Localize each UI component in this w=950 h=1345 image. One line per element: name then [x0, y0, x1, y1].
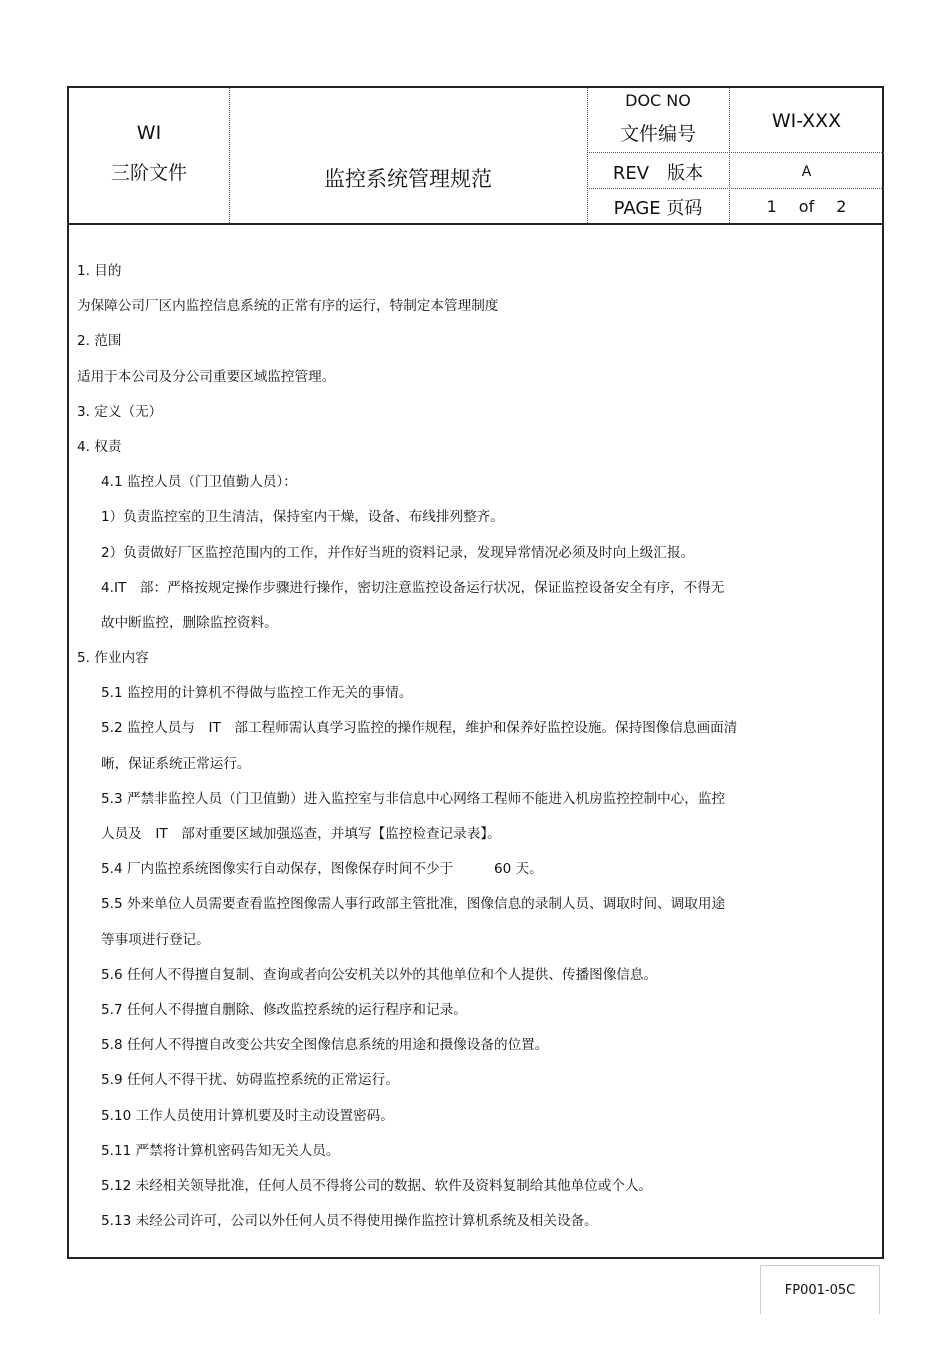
- list-item: 5.3 严禁非监控人员（门卫值勤）进入监控室与非信息中心网络工程师不能进入机房监控控制中心，监控: [101, 790, 726, 807]
- list-item: 5.5 外来单位人员需要查看监控图像需人事行政部主管批准，图像信息的录制人员、调取时间、调取用途: [101, 896, 726, 913]
- page-label: PAGE 页码: [613, 198, 703, 219]
- list-item: 5.1 监控用的计算机不得做与监控工作无关的事情。: [101, 685, 413, 702]
- paragraph: 为保障公司厂区内监控信息系统的正常有序的运行，特制定本管理制度: [77, 298, 499, 315]
- section-heading: 2. 范围: [77, 333, 122, 350]
- form-code: FP001-05C: [784, 1282, 856, 1298]
- doc-no-value: WI-XXX: [771, 110, 842, 132]
- list-item: 5.6 任何人不得擅自复制、查询或者向公安机关以外的其他单位和个人提供、传播图像信息。: [101, 966, 658, 983]
- list-item: 5.11 严禁将计算机密码告知无关人员。: [101, 1142, 340, 1159]
- list-item: 5.4 厂内监控系统图像实行自动保存，图像保存时间不少于 60 天。: [101, 861, 543, 878]
- list-item: 5.8 任何人不得擅自改变公共安全图像信息系统的用途和摄像设备的位置。: [101, 1037, 549, 1054]
- header-divider: [229, 88, 230, 223]
- list-item: 4.IT 部：严格按规定操作步骤进行操作，密切注意监控设备运行状况，保证监控设备安全有序，不得无: [101, 579, 725, 596]
- section-heading: 5. 作业内容: [77, 650, 149, 667]
- header-row-divider: [587, 152, 884, 153]
- doc-level-name: 三阶文件: [110, 162, 187, 184]
- page-total: 2: [836, 197, 847, 216]
- list-item: 5.13 未经公司许可，公司以外任何人员不得使用操作监控计算机系统及相关设备。: [101, 1213, 598, 1230]
- header-row-divider: [587, 188, 884, 189]
- rev-label: REV 版本: [612, 163, 704, 184]
- page-current: 1: [766, 197, 777, 216]
- list-item: 4.1 监控人员（门卫值勤人员）：: [101, 474, 297, 491]
- document-title: 监控系统管理规范: [324, 167, 492, 191]
- list-item-continuation: 等事项进行登记。: [101, 931, 210, 948]
- document-frame: [67, 86, 884, 1259]
- list-item: 5.9 任何人不得干扰、妨碍监控系统的正常运行。: [101, 1072, 399, 1089]
- doc-no-label-cn: 文件编号: [619, 123, 696, 145]
- page-of: of: [798, 197, 815, 216]
- document-body: [77, 254, 877, 1239]
- list-item: 2）负责做好厂区监控范围内的工作，并作好当班的资料记录，发现异常情况必须及时向上级汇报。: [101, 544, 695, 561]
- list-item-continuation: 人员及 IT 部对重要区域加强巡查，并填写【监控检查记录表】。: [101, 826, 501, 842]
- document-header-table: [69, 88, 882, 225]
- list-item: 5.7 任何人不得擅自删除、修改监控系统的运行程序和记录。: [101, 1001, 467, 1018]
- page-number: [729, 197, 884, 216]
- doc-no-label-en: DOC NO: [625, 91, 691, 110]
- section-heading: 3. 定义（无）: [77, 403, 163, 420]
- list-item: 5.2 监控人员与 IT 部工程师需认真学习监控的操作规程，维护和保养好监控设施。保持图像信息画面清: [101, 720, 738, 737]
- paragraph: 适用于本公司及分公司重要区域监控管理。: [77, 368, 336, 385]
- list-item-continuation: 晰，保证系统正常运行。: [101, 755, 251, 772]
- form-code-box: [760, 1265, 880, 1314]
- rev-value: A: [801, 164, 812, 180]
- doc-level-code: WI: [136, 122, 162, 144]
- section-heading: 1. 目的: [77, 263, 122, 279]
- section-heading: 4. 权责: [77, 438, 122, 455]
- list-item: 1）负责监控室的卫生清洁，保持室内干燥，设备、布线排列整齐。: [101, 509, 504, 526]
- list-item: 5.10 工作人员使用计算机要及时主动设置密码。: [101, 1107, 394, 1124]
- list-item-continuation: 故中断监控，删除监控资料。: [101, 614, 278, 631]
- list-item: 5.12 未经相关领导批准，任何人员不得将公司的数据、软件及资料复制给其他单位或个人。: [101, 1177, 653, 1194]
